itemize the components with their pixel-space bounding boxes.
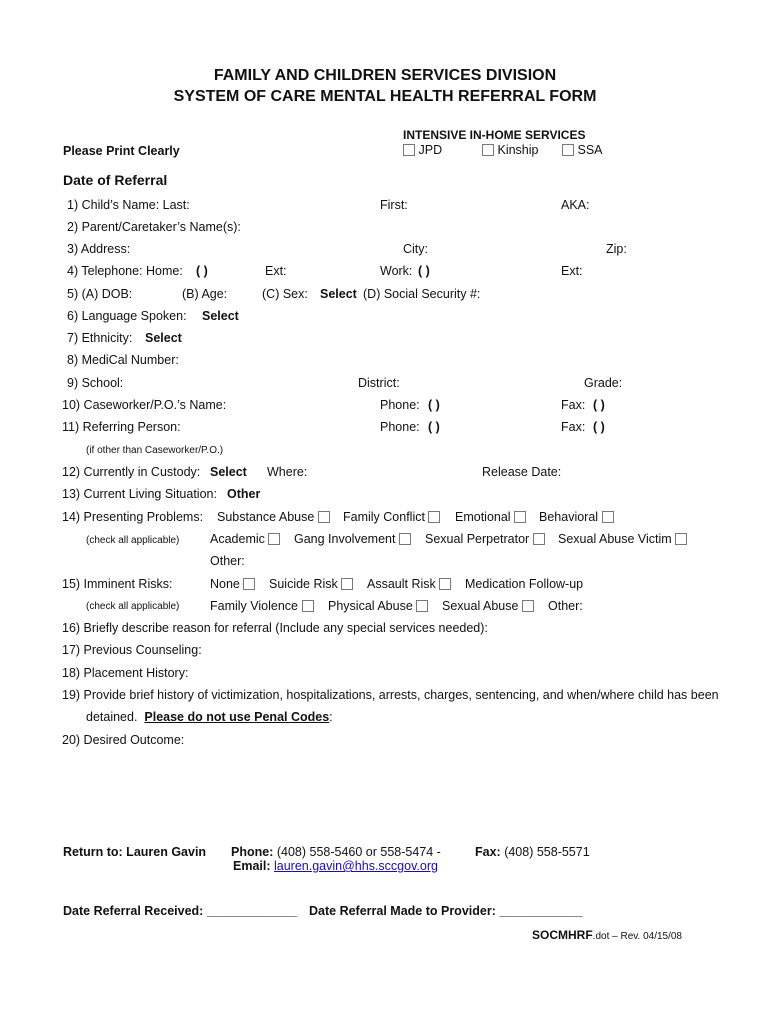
contact-email: Email: lauren.gavin@hhs.sccgov.org — [233, 859, 438, 873]
risk-other-label: Other: — [548, 599, 583, 613]
option-kinship[interactable]: Kinship — [482, 143, 538, 157]
intensive-services-heading: INTENSIVE IN-HOME SERVICES — [403, 128, 586, 142]
referring-fax-paren[interactable]: ( ) — [593, 420, 605, 434]
work-phone-paren[interactable]: ( ) — [418, 264, 430, 278]
parent-name-label: 2) Parent/Caretaker’s Name(s): — [67, 220, 241, 234]
sex-select[interactable]: Select — [320, 287, 357, 301]
sexual-perpetrator-checkbox[interactable] — [533, 533, 545, 545]
sexual-abuse-victim-checkbox[interactable] — [675, 533, 687, 545]
sexual-abuse-checkbox[interactable] — [522, 600, 534, 612]
home-ext-label: Ext: — [265, 264, 287, 278]
risk-family-violence[interactable]: Family Violence — [210, 599, 314, 613]
home-phone-paren[interactable]: ( ) — [196, 264, 208, 278]
return-to: Return to: Lauren Gavin — [63, 845, 207, 859]
ssa-checkbox[interactable] — [562, 144, 574, 156]
problem-emotional[interactable]: Emotional — [455, 510, 526, 524]
caseworker-phone-paren[interactable]: ( ) — [428, 398, 440, 412]
risk-medication-followup: Medication Follow-up — [465, 577, 584, 591]
previous-counseling-label: 17) Previous Counseling: — [62, 643, 202, 657]
desired-outcome-label: 20) Desired Outcome: — [62, 733, 185, 747]
contact-fax: Fax: (408) 558-5571 — [475, 845, 590, 859]
problem-academic[interactable]: Academic — [210, 532, 280, 546]
history-label-cont: detained. Please do not use Penal Codes: — [86, 710, 333, 724]
ethnicity-label: 7) Ethnicity: — [67, 331, 133, 345]
aka-label: AKA: — [561, 198, 590, 212]
reason-for-referral-label: 16) Briefly describe reason for referral (Include any special services needed): — [62, 621, 488, 635]
suicide-risk-checkbox[interactable] — [341, 578, 353, 590]
ethnicity-select[interactable]: Select — [145, 331, 182, 345]
referring-person-label: 11) Referring Person: — [62, 420, 181, 434]
referring-fax-label: Fax: — [561, 420, 586, 434]
dob-label: 5) (A) DOB: — [67, 287, 133, 301]
living-situation-select[interactable]: Other — [227, 487, 261, 501]
ssn-label: (D) Social Security #: — [363, 287, 481, 301]
caseworker-phone-label: Phone: — [380, 398, 420, 412]
referring-phone-label: Phone: — [380, 420, 420, 434]
print-clearly-note: Please Print Clearly — [63, 144, 180, 158]
imminent-risks-note: (check all applicable) — [86, 601, 180, 612]
district-label: District: — [358, 376, 400, 390]
problem-sexual-perpetrator[interactable]: Sexual Perpetrator — [425, 532, 545, 546]
problem-other-label: Other: — [210, 554, 245, 568]
grade-label: Grade: — [584, 376, 623, 390]
history-label: 19) Provide brief history of victimization, hospitalizations, arrests, charges, sentencing, and when/where child has been — [62, 688, 719, 702]
presenting-problems-note: (check all applicable) — [86, 535, 180, 546]
contact-phone: Phone: (408) 558-5460 or 558-5474 - — [231, 845, 441, 859]
risk-assault[interactable]: Assault Risk — [367, 577, 451, 591]
email-link[interactable]: lauren.gavin@hhs.sccgov.org — [274, 859, 438, 873]
language-label: 6) Language Spoken: — [67, 309, 187, 323]
problem-family-conflict[interactable]: Family Conflict — [343, 510, 440, 524]
assault-risk-checkbox[interactable] — [439, 578, 451, 590]
caseworker-label: 10) Caseworker/P.O.’s Name: — [62, 398, 227, 412]
substance-abuse-checkbox[interactable] — [318, 511, 330, 523]
language-select[interactable]: Select — [202, 309, 239, 323]
referring-person-note: (if other than Caseworker/P.O.) — [86, 445, 224, 456]
childs-name-label: 1) Child’s Name: Last: — [67, 198, 190, 212]
work-ext-label: Ext: — [561, 264, 583, 278]
sex-label: (C) Sex: — [262, 287, 308, 301]
emotional-checkbox[interactable] — [514, 511, 526, 523]
telephone-label: 4) Telephone: Home: — [67, 264, 183, 278]
risk-sexual-abuse[interactable]: Sexual Abuse — [442, 599, 534, 613]
imminent-risks-label: 15) Imminent Risks: — [62, 577, 173, 591]
problem-gang-involvement[interactable]: Gang Involvement — [294, 532, 411, 546]
city-label: City: — [403, 242, 428, 256]
custody-select[interactable]: Select — [210, 465, 247, 479]
family-conflict-checkbox[interactable] — [428, 511, 440, 523]
jpd-checkbox[interactable] — [403, 144, 415, 156]
living-situation-label: 13) Current Living Situation: — [62, 487, 217, 501]
placement-history-label: 18) Placement History: — [62, 666, 189, 680]
caseworker-fax-label: Fax: — [561, 398, 586, 412]
medical-number-label: 8) MediCal Number: — [67, 353, 179, 367]
risk-physical-abuse[interactable]: Physical Abuse — [328, 599, 428, 613]
problem-sexual-abuse-victim[interactable]: Sexual Abuse Victim — [558, 532, 687, 546]
penal-codes-note: Please do not use Penal Codes — [144, 710, 330, 724]
gang-involvement-checkbox[interactable] — [399, 533, 411, 545]
academic-checkbox[interactable] — [268, 533, 280, 545]
behavioral-checkbox[interactable] — [602, 511, 614, 523]
school-label: 9) School: — [67, 376, 124, 390]
form-title-division: FAMILY AND CHILDREN SERVICES DIVISION — [213, 67, 557, 84]
where-label: Where: — [267, 465, 308, 479]
custody-label: 12) Currently in Custody: — [62, 465, 201, 479]
problem-behavioral[interactable]: Behavioral — [539, 510, 614, 524]
document-id: SOCMHRF.dot – Rev. 04/15/08 — [532, 928, 682, 942]
release-date-label: Release Date: — [482, 465, 562, 479]
form-title-referral: SYSTEM OF CARE MENTAL HEALTH REFERRAL FORM — [173, 88, 597, 105]
option-jpd[interactable]: JPD — [403, 143, 442, 157]
none-checkbox[interactable] — [243, 578, 255, 590]
caseworker-fax-paren[interactable]: ( ) — [593, 398, 605, 412]
physical-abuse-checkbox[interactable] — [416, 600, 428, 612]
option-ssa[interactable]: SSA — [562, 143, 603, 157]
address-label: 3) Address: — [67, 242, 131, 256]
work-phone-label: Work: — [380, 264, 413, 278]
age-label: (B) Age: — [182, 287, 228, 301]
date-referral-received: Date Referral Received: _____________ — [63, 904, 298, 918]
date-of-referral-heading: Date of Referral — [63, 172, 168, 188]
presenting-problems-label: 14) Presenting Problems: — [62, 510, 204, 524]
problem-substance-abuse[interactable]: Substance Abuse — [217, 510, 330, 524]
referring-phone-paren[interactable]: ( ) — [428, 420, 440, 434]
family-violence-checkbox[interactable] — [302, 600, 314, 612]
kinship-checkbox[interactable] — [482, 144, 494, 156]
zip-label: Zip: — [606, 242, 627, 256]
first-name-label: First: — [380, 198, 408, 212]
date-referral-made: Date Referral Made to Provider: ____________ — [309, 904, 583, 918]
risk-none[interactable]: None — [210, 577, 255, 591]
risk-suicide[interactable]: Suicide Risk — [269, 577, 353, 591]
